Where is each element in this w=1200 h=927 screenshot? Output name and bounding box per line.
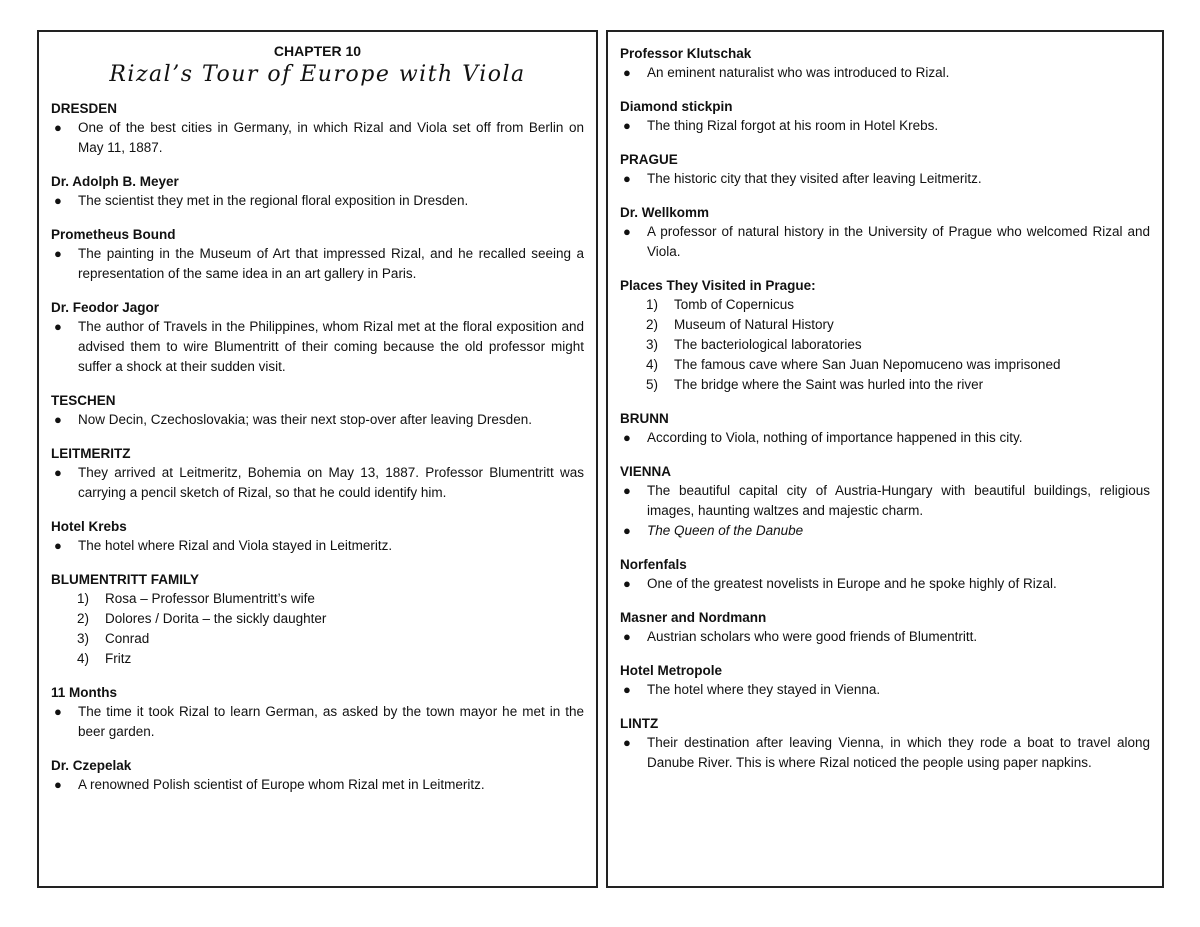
section-heading: PRAGUE (620, 152, 678, 167)
section-heading: Hotel Metropole (620, 663, 723, 678)
bullet-icon: ● (54, 193, 62, 208)
section-hotel-krebs (51, 517, 584, 556)
bullet-icon: ● (623, 735, 631, 750)
section-norfenfals (620, 555, 1150, 594)
section-heading: Dr. Feodor Jagor (51, 300, 160, 315)
numbered-item: 4) Fritz (77, 651, 132, 666)
bullet-icon: ● (623, 224, 631, 239)
section-heading: Places They Visited in Prague: (620, 278, 816, 293)
section-prague (620, 150, 1150, 189)
section-masner-nordmann (620, 608, 1150, 647)
section-blumentritt-family (51, 570, 584, 669)
page-title: Rizal’s Tour of Europe with Viola (109, 62, 526, 87)
list-item: ● An eminent naturalist who was introduced to Rizal. (620, 63, 1150, 83)
section-heading: Professor Klutschak (620, 46, 752, 61)
bullet-icon: ● (54, 465, 62, 480)
section-heading: Prometheus Bound (51, 227, 176, 242)
list-item: ● One of the greatest novelists in Europe and he spoke highly of Rizal. (620, 574, 1150, 594)
numbered-item: 5) The bridge where the Saint was hurled into the river (646, 377, 984, 392)
section-vienna (620, 462, 1150, 541)
section-heading: VIENNA (620, 464, 672, 479)
numbered-item: 2) Dolores / Dorita – the sickly daughter (77, 611, 327, 626)
section-leitmeritz (51, 444, 584, 503)
section-czepelak (51, 756, 584, 795)
section-heading: Dr. Adolph B. Meyer (51, 174, 179, 189)
list-item: ● The scientist they met in the regional floral exposition in Dresden. (51, 191, 584, 211)
numbered-item: 1) Tomb of Copernicus (646, 297, 795, 312)
bullet-icon: ● (54, 412, 62, 427)
list-item: ● The hotel where they stayed in Vienna. (620, 680, 1150, 700)
list-item: ● The thing Rizal forgot at his room in Hotel Krebs. (620, 116, 1150, 136)
section-heading: Masner and Nordmann (620, 610, 767, 625)
bullet-icon: ● (623, 65, 631, 80)
bullet-icon: ● (623, 118, 631, 133)
section-heading: BRUNN (620, 411, 669, 426)
list-item: ● Now Decin, Czechoslovakia; was their next stop-over after leaving Dresden. (51, 410, 584, 430)
numbered-item: 3) Conrad (77, 631, 150, 646)
section-heading: TESCHEN (51, 393, 116, 408)
list-item: ● A renowned Polish scientist of Europe whom Rizal met in Leitmeritz. (51, 775, 584, 795)
section-wellkomm (620, 203, 1150, 262)
section-prometheus (51, 225, 584, 284)
left-page-panel (37, 30, 598, 888)
section-jagor (51, 298, 584, 377)
section-heading: Dr. Czepelak (51, 758, 132, 773)
section-heading: BLUMENTRITT FAMILY (51, 572, 199, 587)
list-item: ● The painting in the Museum of Art that impressed Rizal, and he recalled seeing a representation of the same idea in an art gallery in Paris. (54, 246, 584, 281)
section-klutschak (620, 44, 1150, 83)
section-11-months (51, 683, 584, 742)
list-item: ● The author of Travels in the Philippines, whom Rizal met at the floral exposition and advised them to wire Blumentritt of their coming because the old professor might suffer a shock at their sudden visit. (54, 319, 584, 374)
list-item: ● One of the best cities in Germany, in which Rizal and Viola set off from Berlin on May 11, 1887. (54, 120, 584, 155)
bullet-icon: ● (54, 319, 62, 334)
numbered-item: 4) The famous cave where San Juan Nepomuceno was imprisoned (646, 357, 1061, 372)
bullet-icon: ● (623, 576, 631, 591)
section-heading: Norfenfals (620, 557, 687, 572)
section-heading: DRESDEN (51, 101, 118, 116)
list-item: ● They arrived at Leitmeritz, Bohemia on May 13, 1887. Professor Blumentritt was carrying a pencil sketch of Rizal, so that he could identify him. (54, 465, 584, 500)
section-heading: Diamond stickpin (620, 99, 733, 114)
bullet-icon: ● (54, 777, 62, 792)
section-dresden (51, 99, 584, 158)
list-item: ● The beautiful capital city of Austria-Hungary with beautiful buildings, religious images, haunting waltzes and majestic charm. (623, 483, 1150, 518)
bullet-icon: ● (54, 246, 62, 261)
chapter-label: CHAPTER 10 (273, 43, 362, 59)
bullet-icon: ● (54, 704, 62, 719)
bullet-icon: ● (54, 538, 62, 553)
section-heading: 11 Months (51, 685, 118, 700)
section-heading: LINTZ (620, 716, 659, 731)
list-item: ● Austrian scholars who were good friends of Blumentritt. (620, 627, 1150, 647)
section-heading: LEITMERITZ (51, 446, 131, 461)
list-item: ● Their destination after leaving Vienna, in which they rode a boat to travel along Danube River. This is where Rizal noticed the people using paper napkins. (623, 735, 1150, 770)
list-item: ● The historic city that they visited after leaving Leitmeritz. (620, 169, 1150, 189)
list-item: ● According to Viola, nothing of importance happened in this city. (620, 428, 1150, 448)
section-hotel-metropole (620, 661, 1150, 700)
bullet-icon: ● (623, 629, 631, 644)
list-item: ● The Queen of the Danube (620, 521, 1150, 541)
list-item: ● A professor of natural history in the University of Prague who welcomed Rizal and Viola. (623, 224, 1150, 259)
numbered-item: 2) Museum of Natural History (646, 317, 834, 332)
numbered-item: 3) The bacteriological laboratories (646, 337, 862, 352)
section-brunn (620, 409, 1150, 448)
section-places-in-prague (620, 276, 1150, 395)
section-heading: Hotel Krebs (51, 519, 127, 534)
bullet-icon: ● (623, 682, 631, 697)
bullet-icon: ● (623, 430, 631, 445)
list-item: ● The hotel where Rizal and Viola stayed in Leitmeritz. (51, 536, 584, 556)
section-diamond-stickpin (620, 97, 1150, 136)
bullet-icon: ● (623, 523, 631, 538)
bullet-icon: ● (623, 483, 631, 498)
bullet-icon: ● (54, 120, 62, 135)
right-page-panel (606, 30, 1164, 888)
section-lintz (620, 714, 1150, 773)
list-item: ● The time it took Rizal to learn German, as asked by the town mayor he met in the beer garden. (54, 704, 584, 739)
section-heading: Dr. Wellkomm (620, 205, 710, 220)
section-teschen (51, 391, 584, 430)
numbered-item: 1) Rosa – Professor Blumentritt’s wife (77, 591, 315, 606)
bullet-icon: ● (623, 171, 631, 186)
section-meyer (51, 172, 584, 211)
